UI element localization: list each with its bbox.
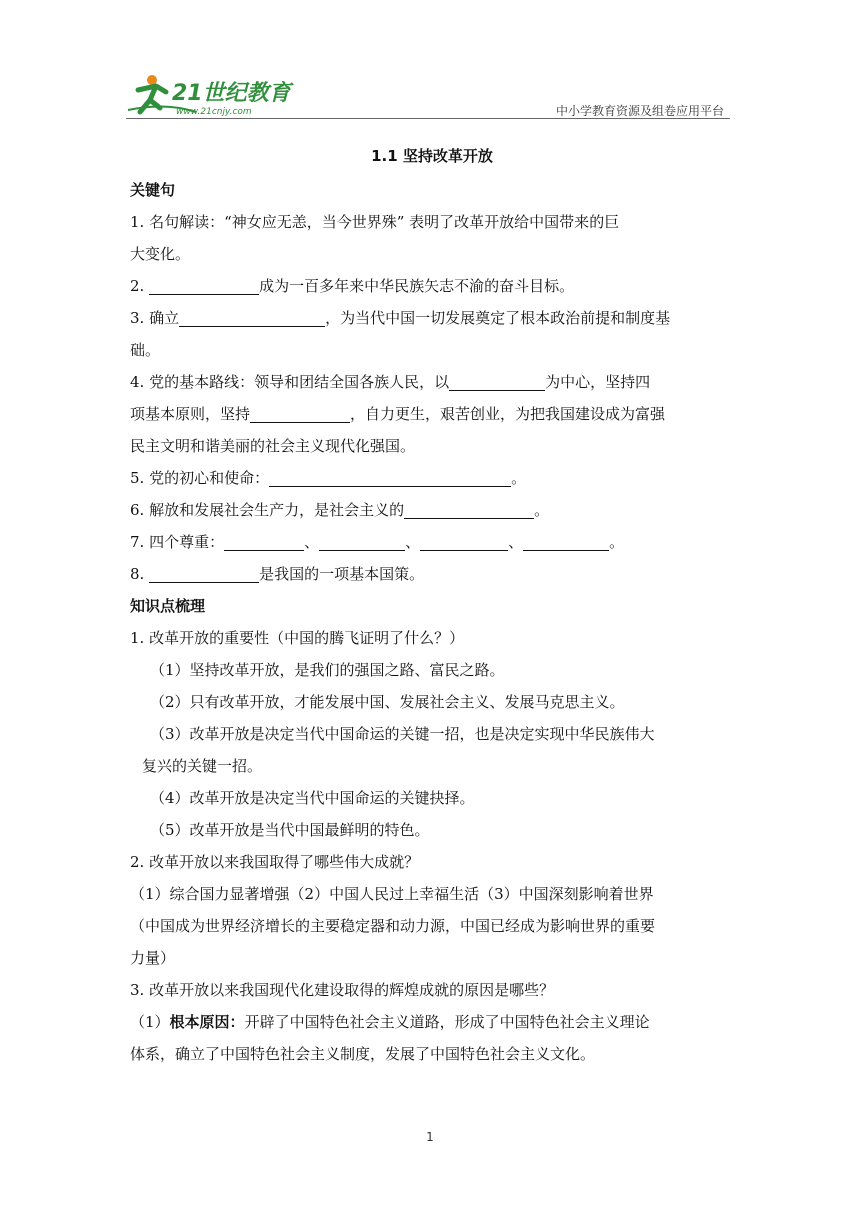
fill-blank[interactable] — [250, 404, 350, 423]
knowledge-q1-item-3: （3）改革开放是决定当代中国命运的关键一招，也是决定实现中华民族伟大 — [150, 725, 655, 743]
page-header — [126, 72, 730, 120]
page-title: 1.1 坚持改革开放 — [371, 147, 493, 165]
document-body — [130, 140, 734, 1070]
key-sentence-4: 4. 党的基本路线：领导和团结全国各族人民，以 为中心，坚持四 — [130, 373, 651, 391]
key-sentence-3-cont: 础。 — [130, 341, 161, 359]
knowledge-q2-answer-cont2: 力量） — [130, 949, 176, 967]
fill-blank[interactable] — [224, 532, 304, 551]
knowledge-q2-answer-cont: （中国成为世界经济增长的主要稳定器和动力源，中国已经成为影响世界的重要 — [130, 917, 656, 935]
logo-text: 21世纪教育 — [172, 81, 291, 106]
key-sentence-2: 2. 成为一百多年来中华民族矢志不渝的奋斗目标。 — [130, 277, 575, 295]
key-sentence-5: 5. 党的初心和使命： 。 — [130, 469, 527, 487]
knowledge-q3: 3. 改革开放以来我国现代化建设取得的辉煌成就的原因是哪些？ — [130, 981, 555, 999]
key-sentence-4-cont: 项基本原则，坚持 ，自力更生，艰苦创业，为把我国建设成为富强 — [130, 405, 666, 423]
fill-blank[interactable] — [404, 500, 534, 519]
platform-label: 中小学教育资源及组卷应用平台 — [555, 104, 724, 118]
knowledge-q2-answer: （1）综合国力显著增强（2）中国人民过上幸福生活（3）中国深刻影响着世界 — [130, 885, 654, 903]
fill-blank[interactable] — [149, 564, 259, 583]
section-knowledge: 知识点梳理 — [130, 597, 206, 615]
logo-url: www.21cnjy.com — [176, 107, 252, 117]
knowledge-q3-item-1: （1）根本原因：开辟了中国特色社会主义道路，形成了中国特色社会主义理论 — [130, 1013, 650, 1031]
knowledge-q1: 1. 改革开放的重要性（中国的腾飞证明了什么？） — [130, 629, 465, 647]
key-sentence-1-cont: 大变化。 — [130, 245, 191, 263]
fill-blank[interactable] — [149, 276, 259, 295]
knowledge-q1-item-3-cont: 复兴的关键一招。 — [142, 757, 263, 775]
knowledge-q1-item-4: （4）改革开放是决定当代中国命运的关键抉择。 — [150, 789, 475, 807]
key-sentence-7: 7. 四个尊重： 、 、 、 。 — [130, 533, 625, 551]
key-sentence-8: 8. 是我国的一项基本国策。 — [130, 565, 425, 583]
fill-blank[interactable] — [269, 468, 511, 487]
root-cause-label: 根本原因： — [169, 1013, 245, 1031]
fill-blank[interactable] — [449, 372, 545, 391]
knowledge-q2: 2. 改革开放以来我国取得了哪些伟大成就？ — [130, 853, 420, 871]
fill-blank[interactable] — [179, 308, 325, 327]
section-key-sentences: 关键句 — [130, 181, 176, 199]
knowledge-q1-item-5: （5）改革开放是当代中国最鲜明的特色。 — [150, 821, 430, 839]
21cnjy-logo — [126, 72, 296, 118]
fill-blank[interactable] — [420, 532, 508, 551]
knowledge-q3-item-1-cont: 体系，确立了中国特色社会主义制度，发展了中国特色社会主义文化。 — [130, 1045, 596, 1063]
fill-blank[interactable] — [523, 532, 609, 551]
fill-blank[interactable] — [319, 532, 405, 551]
header-divider — [126, 118, 730, 119]
key-sentence-6: 6. 解放和发展社会生产力，是社会主义的 。 — [130, 501, 550, 519]
page-number: 1 — [426, 1130, 434, 1144]
key-sentence-4-cont2: 民主文明和谐美丽的社会主义现代化强国。 — [130, 437, 416, 455]
key-sentence-3: 3. 确立 ，为当代中国一切发展奠定了根本政治前提和制度基 — [130, 309, 671, 327]
knowledge-q1-item-2: （2）只有改革开放，才能发展中国、发展社会主义、发展马克思主义。 — [150, 693, 625, 711]
knowledge-q1-item-1: （1）坚持改革开放，是我们的强国之路、富民之路。 — [150, 661, 505, 679]
key-sentence-1: 1. 名句解读：“神女应无恙，当今世界殊” 表明了改革开放给中国带来的巨 — [130, 213, 620, 231]
